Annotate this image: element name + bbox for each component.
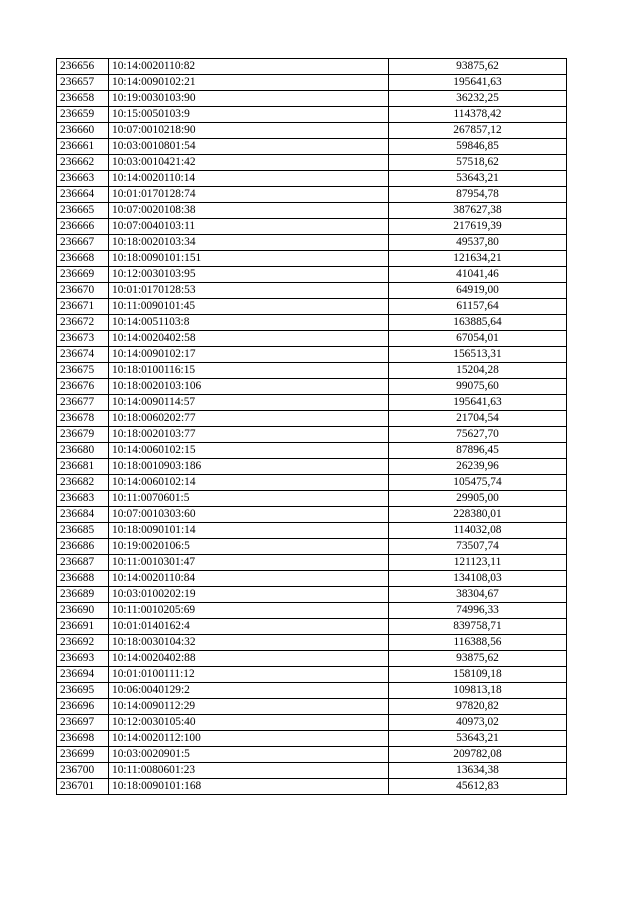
amount-cell: 93875,62 — [389, 59, 567, 75]
row-number-cell: 236689 — [57, 587, 109, 603]
amount-cell: 38304,67 — [389, 587, 567, 603]
table-row — [57, 731, 567, 747]
row-number-cell: 236699 — [57, 747, 109, 763]
table-row — [57, 235, 567, 251]
row-number-cell: 236675 — [57, 363, 109, 379]
cadastral-number-cell: 10:14:0090102:17 — [109, 347, 389, 363]
cadastral-number-cell: 10:06:0040129:2 — [109, 683, 389, 699]
cadastral-number-cell: 10:14:0020402:58 — [109, 331, 389, 347]
cadastral-number-cell: 10:18:0090101:151 — [109, 251, 389, 267]
amount-cell: 13634,38 — [389, 763, 567, 779]
amount-cell: 158109,18 — [389, 667, 567, 683]
table-row — [57, 171, 567, 187]
amount-cell: 59846,85 — [389, 139, 567, 155]
row-number-cell: 236662 — [57, 155, 109, 171]
row-number-cell: 236682 — [57, 475, 109, 491]
row-number-cell: 236691 — [57, 619, 109, 635]
cadastral-number-cell: 10:03:0020901:5 — [109, 747, 389, 763]
row-number-cell: 236659 — [57, 107, 109, 123]
amount-cell: 99075,60 — [389, 379, 567, 395]
table-row — [57, 699, 567, 715]
cadastral-number-cell: 10:18:0090101:14 — [109, 523, 389, 539]
table-row — [57, 427, 567, 443]
cadastral-number-cell: 10:03:0010801:54 — [109, 139, 389, 155]
table-row — [57, 571, 567, 587]
table-row — [57, 539, 567, 555]
table-row — [57, 203, 567, 219]
table-row — [57, 507, 567, 523]
table-row — [57, 523, 567, 539]
row-number-cell: 236680 — [57, 443, 109, 459]
cadastral-number-cell: 10:18:0020103:34 — [109, 235, 389, 251]
row-number-cell: 236670 — [57, 283, 109, 299]
table-row — [57, 555, 567, 571]
amount-cell: 267857,12 — [389, 123, 567, 139]
row-number-cell: 236692 — [57, 635, 109, 651]
table-row — [57, 123, 567, 139]
amount-cell: 45612,83 — [389, 779, 567, 795]
cadastral-number-cell: 10:12:0030105:40 — [109, 715, 389, 731]
table-row — [57, 443, 567, 459]
amount-cell: 109813,18 — [389, 683, 567, 699]
cadastral-number-cell: 10:07:0020108:38 — [109, 203, 389, 219]
row-number-cell: 236658 — [57, 91, 109, 107]
row-number-cell: 236678 — [57, 411, 109, 427]
amount-cell: 387627,38 — [389, 203, 567, 219]
cadastral-number-cell: 10:12:0030103:95 — [109, 267, 389, 283]
amount-cell: 57518,62 — [389, 155, 567, 171]
amount-cell: 121123,11 — [389, 555, 567, 571]
cadastral-number-cell: 10:14:0020110:82 — [109, 59, 389, 75]
amount-cell: 61157,64 — [389, 299, 567, 315]
table-row — [57, 75, 567, 91]
row-number-cell: 236663 — [57, 171, 109, 187]
table-row — [57, 395, 567, 411]
cadastral-number-cell: 10:01:0100111:12 — [109, 667, 389, 683]
table-row — [57, 635, 567, 651]
row-number-cell: 236690 — [57, 603, 109, 619]
table-row — [57, 59, 567, 75]
row-number-cell: 236674 — [57, 347, 109, 363]
table-row — [57, 379, 567, 395]
cadastral-number-cell: 10:14:0090112:29 — [109, 699, 389, 715]
table-row — [57, 283, 567, 299]
amount-cell: 97820,82 — [389, 699, 567, 715]
table-row — [57, 587, 567, 603]
amount-cell: 93875,62 — [389, 651, 567, 667]
row-number-cell: 236695 — [57, 683, 109, 699]
row-number-cell: 236700 — [57, 763, 109, 779]
row-number-cell: 236688 — [57, 571, 109, 587]
row-number-cell: 236697 — [57, 715, 109, 731]
cadastral-number-cell: 10:14:0020110:14 — [109, 171, 389, 187]
amount-cell: 156513,31 — [389, 347, 567, 363]
table-row — [57, 651, 567, 667]
amount-cell: 163885,64 — [389, 315, 567, 331]
table-row — [57, 747, 567, 763]
cadastral-number-cell: 10:14:0090102:21 — [109, 75, 389, 91]
row-number-cell: 236677 — [57, 395, 109, 411]
table-row — [57, 187, 567, 203]
cadastral-number-cell: 10:15:0050103:9 — [109, 107, 389, 123]
table-row — [57, 347, 567, 363]
amount-cell: 195641,63 — [389, 395, 567, 411]
table-body — [57, 59, 567, 795]
row-number-cell: 236656 — [57, 59, 109, 75]
table-row — [57, 763, 567, 779]
cadastral-number-cell: 10:01:0170128:53 — [109, 283, 389, 299]
amount-cell: 134108,03 — [389, 571, 567, 587]
row-number-cell: 236664 — [57, 187, 109, 203]
row-number-cell: 236701 — [57, 779, 109, 795]
row-number-cell: 236696 — [57, 699, 109, 715]
amount-cell: 195641,63 — [389, 75, 567, 91]
table-row — [57, 619, 567, 635]
row-number-cell: 236684 — [57, 507, 109, 523]
amount-cell: 64919,00 — [389, 283, 567, 299]
row-number-cell: 236667 — [57, 235, 109, 251]
cadastral-number-cell: 10:14:0020112:100 — [109, 731, 389, 747]
cadastral-number-cell: 10:14:0060102:15 — [109, 443, 389, 459]
table-row — [57, 251, 567, 267]
row-number-cell: 236687 — [57, 555, 109, 571]
cadastral-number-cell: 10:01:0140162:4 — [109, 619, 389, 635]
table-row — [57, 315, 567, 331]
amount-cell: 73507,74 — [389, 539, 567, 555]
amount-cell: 21704,54 — [389, 411, 567, 427]
row-number-cell: 236681 — [57, 459, 109, 475]
cadastral-number-cell: 10:18:0100116:15 — [109, 363, 389, 379]
cadastral-number-cell: 10:18:0090101:168 — [109, 779, 389, 795]
amount-cell: 114378,42 — [389, 107, 567, 123]
cadastral-number-cell: 10:18:0010903:186 — [109, 459, 389, 475]
table-row — [57, 363, 567, 379]
amount-cell: 121634,21 — [389, 251, 567, 267]
row-number-cell: 236661 — [57, 139, 109, 155]
amount-cell: 41041,46 — [389, 267, 567, 283]
cadastral-number-cell: 10:11:0080601:23 — [109, 763, 389, 779]
amount-cell: 53643,21 — [389, 731, 567, 747]
amount-cell: 217619,39 — [389, 219, 567, 235]
table-row — [57, 91, 567, 107]
row-number-cell: 236666 — [57, 219, 109, 235]
data-table — [56, 58, 567, 795]
row-number-cell: 236693 — [57, 651, 109, 667]
table-row — [57, 459, 567, 475]
table-row — [57, 667, 567, 683]
table-row — [57, 107, 567, 123]
row-number-cell: 236673 — [57, 331, 109, 347]
amount-cell: 114032,08 — [389, 523, 567, 539]
amount-cell: 36232,25 — [389, 91, 567, 107]
cadastral-number-cell: 10:19:0020106:5 — [109, 539, 389, 555]
amount-cell: 40973,02 — [389, 715, 567, 731]
amount-cell: 74996,33 — [389, 603, 567, 619]
table-row — [57, 267, 567, 283]
cadastral-number-cell: 10:14:0020110:84 — [109, 571, 389, 587]
amount-cell: 87896,45 — [389, 443, 567, 459]
amount-cell: 839758,71 — [389, 619, 567, 635]
amount-cell: 87954,78 — [389, 187, 567, 203]
row-number-cell: 236676 — [57, 379, 109, 395]
amount-cell: 53643,21 — [389, 171, 567, 187]
cadastral-number-cell: 10:11:0010205:69 — [109, 603, 389, 619]
amount-cell: 15204,28 — [389, 363, 567, 379]
amount-cell: 116388,56 — [389, 635, 567, 651]
cadastral-number-cell: 10:18:0030104:32 — [109, 635, 389, 651]
cadastral-number-cell: 10:14:0060102:14 — [109, 475, 389, 491]
table-row — [57, 331, 567, 347]
table-row — [57, 139, 567, 155]
row-number-cell: 236683 — [57, 491, 109, 507]
row-number-cell: 236665 — [57, 203, 109, 219]
cadastral-number-cell: 10:14:0051103:8 — [109, 315, 389, 331]
cadastral-number-cell: 10:18:0020103:106 — [109, 379, 389, 395]
amount-cell: 75627,70 — [389, 427, 567, 443]
row-number-cell: 236671 — [57, 299, 109, 315]
table-row — [57, 155, 567, 171]
table-row — [57, 219, 567, 235]
cadastral-number-cell: 10:19:0030103:90 — [109, 91, 389, 107]
cadastral-number-cell: 10:14:0020402:88 — [109, 651, 389, 667]
table-row — [57, 779, 567, 795]
amount-cell: 67054,01 — [389, 331, 567, 347]
row-number-cell: 236694 — [57, 667, 109, 683]
cadastral-number-cell: 10:18:0060202:77 — [109, 411, 389, 427]
cadastral-number-cell: 10:03:0010421:42 — [109, 155, 389, 171]
table-row — [57, 411, 567, 427]
row-number-cell: 236685 — [57, 523, 109, 539]
row-number-cell: 236686 — [57, 539, 109, 555]
table-row — [57, 299, 567, 315]
table-row — [57, 475, 567, 491]
cadastral-number-cell: 10:07:0010303:60 — [109, 507, 389, 523]
cadastral-number-cell: 10:11:0070601:5 — [109, 491, 389, 507]
cadastral-number-cell: 10:07:0040103:11 — [109, 219, 389, 235]
table-row — [57, 715, 567, 731]
amount-cell: 105475,74 — [389, 475, 567, 491]
row-number-cell: 236669 — [57, 267, 109, 283]
table-row — [57, 491, 567, 507]
amount-cell: 209782,08 — [389, 747, 567, 763]
row-number-cell: 236660 — [57, 123, 109, 139]
table-row — [57, 603, 567, 619]
row-number-cell: 236679 — [57, 427, 109, 443]
cadastral-number-cell: 10:18:0020103:77 — [109, 427, 389, 443]
cadastral-number-cell: 10:01:0170128:74 — [109, 187, 389, 203]
row-number-cell: 236657 — [57, 75, 109, 91]
row-number-cell: 236668 — [57, 251, 109, 267]
amount-cell: 29905,00 — [389, 491, 567, 507]
amount-cell: 26239,96 — [389, 459, 567, 475]
cadastral-number-cell: 10:11:0090101:45 — [109, 299, 389, 315]
row-number-cell: 236698 — [57, 731, 109, 747]
cadastral-number-cell: 10:07:0010218:90 — [109, 123, 389, 139]
amount-cell: 228380,01 — [389, 507, 567, 523]
table-row — [57, 683, 567, 699]
row-number-cell: 236672 — [57, 315, 109, 331]
cadastral-number-cell: 10:03:0100202:19 — [109, 587, 389, 603]
amount-cell: 49537,80 — [389, 235, 567, 251]
cadastral-number-cell: 10:14:0090114:57 — [109, 395, 389, 411]
cadastral-number-cell: 10:11:0010301:47 — [109, 555, 389, 571]
